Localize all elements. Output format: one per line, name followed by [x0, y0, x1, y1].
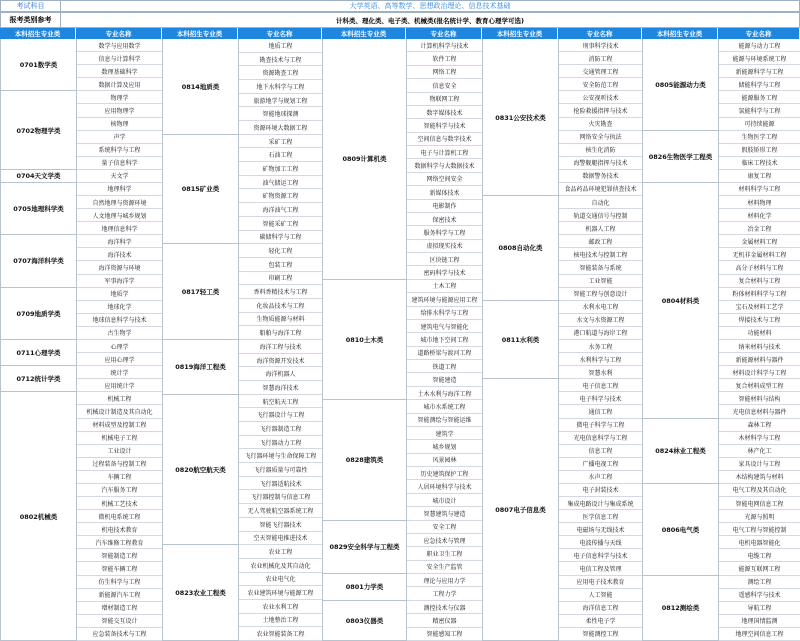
- major-cell: 信息与计算科学: [77, 52, 163, 65]
- major-cell: 保密技术: [407, 213, 483, 226]
- major-cell: 机械工艺技术: [77, 497, 163, 510]
- major-cell: 电信工程及管理: [559, 562, 643, 575]
- major-cell: 车辆工程: [77, 471, 163, 484]
- major-cell: 通信工程: [559, 405, 643, 418]
- major-cell: 理论与应用力学: [407, 574, 483, 587]
- major-cell: 核电技术与控制工程: [559, 248, 643, 261]
- major-cell: 给排水科学与工程: [407, 307, 483, 320]
- major-cell: 采矿工程: [239, 135, 323, 149]
- major-cell: 材料设计科学与工程: [719, 366, 800, 379]
- major-cell: 农业机械化及其自动化: [239, 559, 323, 573]
- major-cell: 过程装备与控制工程: [77, 458, 163, 471]
- major-cell: 高分子材料与工程: [719, 261, 800, 274]
- major-cell: 海洋机器人: [239, 367, 323, 381]
- major-cell: 古生物学: [77, 327, 163, 340]
- major-cell: 复合材料成型工程: [719, 379, 800, 392]
- major-cell: 交通管理工程: [559, 65, 643, 78]
- major-cell: 可持续能源: [719, 118, 800, 131]
- category-cell: 0805能源动力类: [643, 39, 719, 131]
- major-cell: 材料成型及控制工程: [77, 419, 163, 432]
- column-body: [642, 39, 800, 641]
- major-cell: 智慧水利: [559, 366, 643, 379]
- major-cell: 包装工程: [239, 258, 323, 272]
- major-cell: 智能测绘与智能运维: [407, 414, 483, 427]
- category-cell: 0804材料类: [643, 183, 719, 419]
- major-cell: 智能车辆工程: [77, 562, 163, 575]
- major-cell: 飞行器动力工程: [239, 436, 323, 450]
- category-cell: 0705地理科学类: [1, 183, 77, 235]
- major-cell: 建筑环境与能源应用工程: [407, 293, 483, 306]
- major-cell: 地理信息科学: [77, 222, 163, 235]
- major-cell: 网络安全与执法: [559, 131, 643, 144]
- category-cell: 0712统计学类: [1, 366, 77, 392]
- category-cell: 0711心理学类: [1, 340, 77, 366]
- major-cell: 农业建筑环境与能源工程: [239, 586, 323, 600]
- major-cell: 风景园林: [407, 454, 483, 467]
- major-cell: 林产化工: [719, 445, 800, 458]
- major-cell: 新能源材料与器件: [719, 353, 800, 366]
- major-cell: 飞行器控制与信息工程: [239, 491, 323, 505]
- major-cell: 天文学: [77, 170, 163, 183]
- major-cell: 软件工程: [407, 52, 483, 65]
- major-cell: 数学与应用数学: [77, 39, 163, 52]
- major-cell: 能源服务工程: [719, 91, 800, 104]
- major-cell: 香料香精技术与工程: [239, 285, 323, 299]
- header-major: 专业名称: [718, 28, 800, 39]
- major-cell: 电缆工程: [719, 549, 800, 562]
- major-cell: 数据计算及应用: [77, 78, 163, 91]
- column-group: [482, 28, 642, 641]
- major-cell: 自然地理与资源环境: [77, 196, 163, 209]
- major-cell: 智能采矿工程: [239, 217, 323, 231]
- major-cell: 宝石及材料工艺学: [719, 301, 800, 314]
- major-cell: 历史建筑保护工程: [407, 467, 483, 480]
- major-cell: 轨道交通信号与控制: [559, 209, 643, 222]
- major-cell: 电子信息科学与技术: [559, 549, 643, 562]
- major-cell: 飞行器质量与可靠性: [239, 463, 323, 477]
- major-cell: 工业设计: [77, 445, 163, 458]
- major-cell: 木结构建筑与材料: [719, 471, 800, 484]
- major-cell: 海洋油气工程: [239, 203, 323, 217]
- major-cell: 数字媒体技术: [407, 106, 483, 119]
- major-cell: 电子封装技术: [559, 484, 643, 497]
- major-cell: 冶金工程: [719, 222, 800, 235]
- column-body: [162, 39, 322, 641]
- major-cell: 物理学: [77, 91, 163, 104]
- major-cell: 智能制造工程: [77, 549, 163, 562]
- major-cell: 地质工程: [239, 39, 323, 53]
- major-cell: 区块链工程: [407, 253, 483, 266]
- major-cell: 地球化学: [77, 301, 163, 314]
- major-cell: 遥感科学与技术: [719, 589, 800, 602]
- major-cell: 电子科学与技术: [559, 392, 643, 405]
- major-cell: 精密仪器: [407, 614, 483, 627]
- major-cell: 职业卫生工程: [407, 547, 483, 560]
- major-cell: 农业工程: [239, 545, 323, 559]
- major-cell: 食品药品环境犯罪侦查技术: [559, 183, 643, 196]
- major-cell: 城市设计: [407, 494, 483, 507]
- major-cell: 信息工程: [559, 445, 643, 458]
- major-cell: 网络空间安全: [407, 173, 483, 186]
- major-cell: 水利水电工程: [559, 301, 643, 314]
- major-cell: 光电信息材料与器件: [719, 405, 800, 418]
- major-cell: 农业水利工程: [239, 600, 323, 614]
- major-cell: 消防工程: [559, 52, 643, 65]
- major-cell: 水声工程: [559, 471, 643, 484]
- major-cell: 建筑学: [407, 427, 483, 440]
- major-cell: 飞行器制造工程: [239, 422, 323, 436]
- major-cell: 生物医学工程: [719, 131, 800, 144]
- major-cell: 水文与水资源工程: [559, 314, 643, 327]
- major-cell: 假肢矫形工程: [719, 144, 800, 157]
- major-cell: 虚拟现实技术: [407, 240, 483, 253]
- major-cell: 电波传播与天线: [559, 536, 643, 549]
- major-cell: 地质学: [77, 288, 163, 301]
- column-body: [322, 39, 482, 641]
- major-cell: 光源与照明: [719, 510, 800, 523]
- header-category: 本科招生专业类: [162, 28, 238, 39]
- major-cell: 智能电网信息工程: [719, 497, 800, 510]
- major-cell: 城市水系统工程: [407, 400, 483, 413]
- major-cell: 智能测控工程: [559, 628, 643, 641]
- major-cell: 勘查技术与工程: [239, 53, 323, 67]
- category-cell: 0824林业工程类: [643, 419, 719, 484]
- major-cell: 电气工程及其自动化: [719, 484, 800, 497]
- major-cell: 临床工程技术: [719, 157, 800, 170]
- major-cell: 港口航道与海岸工程: [559, 327, 643, 340]
- major-cell: 工程力学: [407, 587, 483, 600]
- major-cell: 微机电系统工程: [77, 510, 163, 523]
- major-cell: 地理国情监测: [719, 615, 800, 628]
- major-cell: 金属材料工程: [719, 235, 800, 248]
- column-header: [482, 28, 642, 39]
- major-cell: 粉体材料科学与工程: [719, 288, 800, 301]
- major-cell: 安全防范工程: [559, 78, 643, 91]
- header-major: 专业名称: [406, 28, 482, 39]
- column-body: [0, 39, 162, 641]
- major-cell: 柔性电子学: [559, 615, 643, 628]
- major-cell: 增材制造工程: [77, 602, 163, 615]
- major-cell: 密码科学与技术: [407, 266, 483, 279]
- major-cell: 能源互联网工程: [719, 562, 800, 575]
- major-cell: 机械电子工程: [77, 432, 163, 445]
- category-cell: 0702物理学类: [1, 91, 77, 170]
- major-cell: 铁道工程: [407, 360, 483, 373]
- major-cell: 无人驾驶航空器系统工程: [239, 504, 323, 518]
- major-cell: 农业智能装备工程: [239, 627, 323, 641]
- major-cell: 建筑电气与智能化: [407, 320, 483, 333]
- major-cell: 海洋信息工程: [559, 602, 643, 615]
- major-cell: 智能飞行器技术: [239, 518, 323, 532]
- major-cell: 智能地球探测: [239, 107, 323, 121]
- major-cell: 资源勘查工程: [239, 66, 323, 80]
- major-cell: 安全工程: [407, 521, 483, 534]
- major-cell: 森林工程: [719, 419, 800, 432]
- major-cell: 信息安全: [407, 79, 483, 92]
- major-cell: 土木水利与海洋工程: [407, 387, 483, 400]
- major-cell: 海洋工程与技术: [239, 340, 323, 354]
- major-cell: 道路桥梁与渡河工程: [407, 347, 483, 360]
- major-cell: 邮政工程: [559, 235, 643, 248]
- major-cell: 电机电器智能化: [719, 536, 800, 549]
- category-cell: 0704天文学类: [1, 170, 77, 183]
- major-cell: 轻化工程: [239, 244, 323, 258]
- category-cell: 0806电气类: [643, 484, 719, 576]
- exam-subjects-value: 大学英语、高等数学、思想政治理论、信息技术基础: [349, 2, 511, 10]
- major-cell: 抢险救援指挥与技术: [559, 104, 643, 117]
- major-cell: 集成电路设计与集成系统: [559, 497, 643, 510]
- major-cell: 应用物理学: [77, 104, 163, 117]
- major-cell: 核物理: [77, 118, 163, 131]
- category-cell: 0820航空航天类: [163, 395, 239, 546]
- exam-subjects-row: [0, 0, 800, 12]
- major-cell: 电子信息工程: [559, 379, 643, 392]
- major-cell: 能源与环境系统工程: [719, 52, 800, 65]
- major-cell: 安全生产监管: [407, 561, 483, 574]
- major-cell: 量子信息科学: [77, 157, 163, 170]
- category-cell: 0826生物医学工程类: [643, 131, 719, 183]
- major-cell: 公安视听技术: [559, 91, 643, 104]
- major-cell: 水务工程: [559, 340, 643, 353]
- major-cell: 核生化消防: [559, 144, 643, 157]
- major-cell: 智慧海洋技术: [239, 381, 323, 395]
- major-cell: 机械工程: [77, 392, 163, 405]
- major-cell: 计算机科学与技术: [407, 39, 483, 52]
- category-cell: 0828建筑类: [323, 400, 407, 520]
- major-cell: 机器人工程: [559, 222, 643, 235]
- major-cell: 火灾勘查: [559, 118, 643, 131]
- column-group: [642, 28, 800, 641]
- category-cell: 0817轻工类: [163, 244, 239, 340]
- major-cell: 飞行器适航技术: [239, 477, 323, 491]
- major-cell: 海洋资源开发技术: [239, 354, 323, 368]
- column-group: [162, 28, 322, 641]
- major-cell: 机械设计制造及其自动化: [77, 405, 163, 418]
- header-major: 专业名称: [238, 28, 322, 39]
- category-reference-row: [0, 12, 800, 28]
- header-major: 专业名称: [558, 28, 642, 39]
- major-cell: 医学信息工程: [559, 510, 643, 523]
- major-cell: 数据科学与大数据技术: [407, 159, 483, 172]
- major-cell: 地理科学: [77, 183, 163, 196]
- major-cell: 土地整治工程: [239, 614, 323, 628]
- major-cell: 康复工程: [719, 170, 800, 183]
- major-cell: 土木工程: [407, 280, 483, 293]
- major-cell: 应用心理学: [77, 353, 163, 366]
- major-cell: 飞行器设计与工程: [239, 408, 323, 422]
- major-cell: 智能交互设计: [77, 615, 163, 628]
- header-category: 本科招生专业类: [0, 28, 76, 39]
- major-cell: 智能建造: [407, 373, 483, 386]
- major-cell: 资源环境大数据工程: [239, 121, 323, 135]
- major-cell: 地球信息科学与技术: [77, 314, 163, 327]
- column-group: [0, 28, 162, 641]
- header-category: 本科招生专业类: [642, 28, 718, 39]
- major-cell: 矿物加工工程: [239, 162, 323, 176]
- major-cell: 仿生科学与工程: [77, 576, 163, 589]
- major-cell: 光电信息科学与工程: [559, 432, 643, 445]
- category-cell: 0829安全科学与工程类: [323, 521, 407, 575]
- major-cell: 储能科学与工程: [719, 78, 800, 91]
- category-cell: 0810土木类: [323, 280, 407, 400]
- header-category: 本科招生专业类: [482, 28, 558, 39]
- category-reference-value: 计科类、理化类、电子类、机械类(报名统计学、教育心理学可选): [336, 16, 524, 25]
- major-cell: 海警舰艇指挥与技术: [559, 157, 643, 170]
- column-group: [322, 28, 482, 641]
- major-cell: 生物质能源与材料: [239, 313, 323, 327]
- major-cell: 数据警务技术: [559, 170, 643, 183]
- major-cell: 应用电子技术教育: [559, 576, 643, 589]
- column-header: [162, 28, 322, 39]
- major-cell: 海洋科学: [77, 235, 163, 248]
- major-cell: 海洋资源与环境: [77, 261, 163, 274]
- major-cell: 广播电视工程: [559, 458, 643, 471]
- major-cell: 测绘工程: [719, 576, 800, 589]
- category-cell: 0802机械类: [1, 392, 77, 641]
- major-cell: 应用统计学: [77, 379, 163, 392]
- major-cell: 地下水科学与工程: [239, 80, 323, 94]
- major-cell: 旅游地学与规划工程: [239, 94, 323, 108]
- category-cell: 0808自动化类: [483, 196, 559, 301]
- major-cell: 智能工程与创意设计: [559, 288, 643, 301]
- major-cell: 飞行器环境与生命保障工程: [239, 449, 323, 463]
- major-cell: 人文地理与城乡规划: [77, 209, 163, 222]
- major-cell: 矿物资源工程: [239, 190, 323, 204]
- column-header: [642, 28, 800, 39]
- major-cell: 功能材料: [719, 327, 800, 340]
- major-cell: 电气工程与智能控制: [719, 523, 800, 536]
- major-cell: 工业智能: [559, 275, 643, 288]
- category-cell: 0707海洋科学类: [1, 235, 77, 287]
- major-cell: 船舶与海洋工程: [239, 326, 323, 340]
- major-cell: 数理基础科学: [77, 65, 163, 78]
- column-header: [322, 28, 482, 39]
- category-cell: 0831公安技术类: [483, 39, 559, 196]
- column-header: [0, 28, 162, 39]
- header-major: 专业名称: [76, 28, 162, 39]
- major-cell: 统计学: [77, 366, 163, 379]
- category-cell: 0811水利类: [483, 301, 559, 380]
- major-cell: 军事海洋学: [77, 275, 163, 288]
- major-cell: 应急装备技术与工程: [77, 628, 163, 641]
- major-cell: 纳米材料与技术: [719, 340, 800, 353]
- major-cell: 系统科学与工程: [77, 144, 163, 157]
- major-cell: 微电子科学与工程: [559, 419, 643, 432]
- major-cell: 新能源科学与工程: [719, 65, 800, 78]
- major-cell: 自动化: [559, 196, 643, 209]
- major-cell: 网络工程: [407, 66, 483, 79]
- category-cell: 0807电子信息类: [483, 379, 559, 641]
- major-cell: 碳储科学与工程: [239, 231, 323, 245]
- header-category: 本科招生专业类: [322, 28, 406, 39]
- category-cell: 0801力学类: [323, 574, 407, 601]
- major-cell: 智能感知工程: [407, 628, 483, 641]
- major-cell: 新媒体技术: [407, 186, 483, 199]
- major-cell: 导航工程: [719, 602, 800, 615]
- major-cell: 油气储运工程: [239, 176, 323, 190]
- major-cell: 新能源汽车工程: [77, 589, 163, 602]
- major-cell: 汽车维修工程教育: [77, 536, 163, 549]
- major-cell: 材料化学: [719, 209, 800, 222]
- major-cell: 城乡规划: [407, 440, 483, 453]
- category-cell: 0823农业工程类: [163, 545, 239, 641]
- major-cell: 焊接技术与工程: [719, 314, 800, 327]
- major-cell: 电子与计算机工程: [407, 146, 483, 159]
- major-cell: 物联网工程: [407, 93, 483, 106]
- major-cell: 应急技术与管理: [407, 534, 483, 547]
- major-cell: 智能科学与技术: [407, 119, 483, 132]
- major-cell: 复合材料与工程: [719, 275, 800, 288]
- major-cell: 智慧建筑与建造: [407, 507, 483, 520]
- category-cell: 0803仪器类: [323, 601, 407, 641]
- major-cell: 木材科学与工程: [719, 432, 800, 445]
- major-cell: 电磁场与无线技术: [559, 523, 643, 536]
- major-cell: 农业电气化: [239, 573, 323, 587]
- major-cell: 家具设计与工程: [719, 458, 800, 471]
- major-cell: 材料科学与工程: [719, 183, 800, 196]
- major-cell: 城市地下空间工程: [407, 333, 483, 346]
- major-cell: 刑事科学技术: [559, 39, 643, 52]
- major-cell: 空间信息与数字技术: [407, 133, 483, 146]
- major-cell: 化妆品技术与工程: [239, 299, 323, 313]
- category-cell: 0812测绘类: [643, 576, 719, 641]
- major-cell: 海洋技术: [77, 248, 163, 261]
- major-cell: 声学: [77, 131, 163, 144]
- major-cell: 电影制作: [407, 200, 483, 213]
- category-cell: 0814地质类: [163, 39, 239, 135]
- major-cell: 能源与动力工程: [719, 39, 800, 52]
- major-cell: 汽车服务工程: [77, 484, 163, 497]
- major-cell: 智能材料与结构: [719, 392, 800, 405]
- column-body: [482, 39, 642, 641]
- major-cell: 智能装备与系统: [559, 261, 643, 274]
- major-cell: 氢能科学与工程: [719, 104, 800, 117]
- category-cell: 0709地质学类: [1, 288, 77, 340]
- major-cell: 服务科学与工程: [407, 226, 483, 239]
- major-cell: 人居环境科学与技术: [407, 480, 483, 493]
- major-cell: 石油工程: [239, 148, 323, 162]
- major-cell: 印刷工程: [239, 272, 323, 286]
- major-cell: 机电技术教育: [77, 523, 163, 536]
- exam-subjects-key: 考试科目: [1, 1, 61, 11]
- major-cell: 水利科学与工程: [559, 353, 643, 366]
- major-cell: 地理空间信息工程: [719, 628, 800, 641]
- category-cell: 0815矿业类: [163, 135, 239, 244]
- major-cell: 无机非金属材料工程: [719, 248, 800, 261]
- category-cell: 0701数学类: [1, 39, 77, 91]
- major-cell: 心理学: [77, 340, 163, 353]
- category-cell: 0819海洋工程类: [163, 340, 239, 395]
- major-cell: 航空航天工程: [239, 395, 323, 409]
- category-cell: 0809计算机类: [323, 39, 407, 280]
- major-cell: 材料物理: [719, 196, 800, 209]
- major-cell: 空天智能电推进技术: [239, 532, 323, 546]
- major-cell: 测控技术与仪器: [407, 601, 483, 614]
- category-reference-key: 报考类别参考: [1, 13, 61, 27]
- major-cell: 人工智能: [559, 589, 643, 602]
